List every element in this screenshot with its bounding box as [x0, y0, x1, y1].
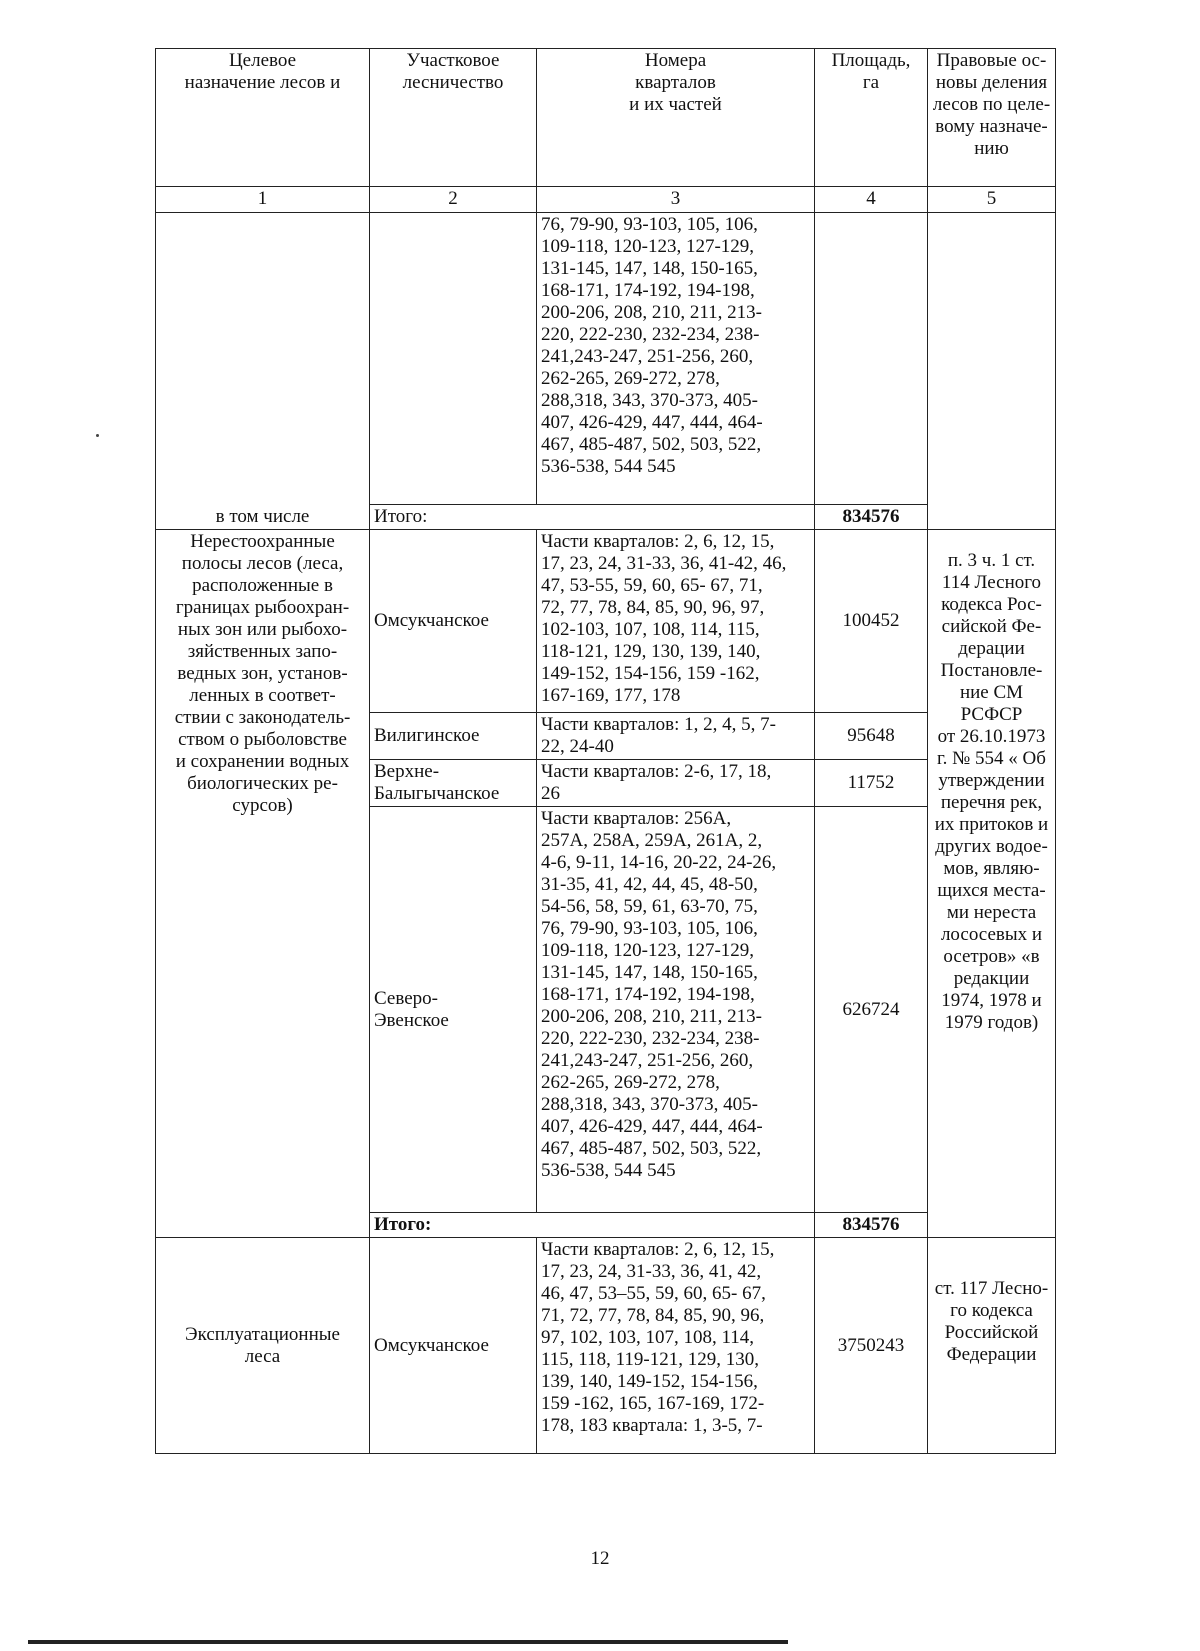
- section3-area: 3750243: [815, 1238, 928, 1454]
- section2-quarters: Части кварталов: 256А, 257А, 258А, 259А, 261А, 2, 4-6, 9-11, 14-16, 20-22, 24-26, 31-35, 41, 42, 44, 45, 48-50, 54-56, 58, 59, 61, 63-70, 75, 76, 79-90, 93-103, 105, 106, 109-118, 120-123, 127-129, 131-145, 147, 148, 150-165, 168-171, 174-192, 194-198, 200-206, 208, 210, 211, 213- 220, 222-230, 232-234, 238- 241,243-247, 251-256, 260, 262-265, 269-272, 278, 288,318, 343, 370-373, 405- 407, 426-429, 447, 444, 464- 467, 485-487, 502, 503, 522, 536-538, 544 545: [537, 807, 815, 1213]
- section1-total-value: 834576: [815, 505, 928, 530]
- section2-area: 11752: [815, 760, 928, 807]
- section2-purpose: Нерестоохранные полосы лесов (леса, расположенные в границах рыбоохран- ных зон или рыбохо- зяйственных запо- ведных зон, установ- ленных в соответ- ствии с законодатель- ством о рыболовстве и сохранении водных биологических ре- сурсов): [156, 530, 370, 1238]
- section2-forestry: Северо- Эвенское: [370, 807, 537, 1213]
- header-legal: Правовые ос- новы деления лесов по целе- вому назначе- нию: [928, 49, 1056, 187]
- header-forestry: Участковое лесничество: [370, 49, 537, 187]
- header-area: Площадь, га: [815, 49, 928, 187]
- header-purpose: Целевое назначение лесов и: [156, 49, 370, 187]
- section2-area: 95648: [815, 713, 928, 760]
- section2-forestry: Верхне- Балыгычанское: [370, 760, 537, 807]
- footer-rule: [28, 1640, 788, 1644]
- section2-quarters: Части кварталов: 2, 6, 12, 15, 17, 23, 24, 31-33, 36, 41-42, 46, 47, 53-55, 59, 60, 65- 67, 71, 72, 77, 78, 84, 85, 90, 96, 97, 102-103, 107, 108, 114, 115, 118-121, 129, 130, 139, 140, 149-152, 154-156, 159 -162, 167-169, 177, 178: [537, 530, 815, 713]
- section2-area: 100452: [815, 530, 928, 713]
- section2-forestry: Вилигинское: [370, 713, 537, 760]
- section3-quarters: Части кварталов: 2, 6, 12, 15, 17, 23, 24, 31-33, 36, 41, 42, 46, 47, 53–55, 59, 60, 65- 67, 71, 72, 77, 78, 84, 85, 90, 96, 97, 102, 103, 107, 108, 114, 115, 118, 119-121, 129, 130, 139, 140, 149-152, 154-156, 159 -162, 165, 167-169, 172- 178, 183 квартала: 1, 3-5, 7-: [537, 1238, 815, 1454]
- column-number-row: [156, 187, 1056, 213]
- column-number-3: 3: [537, 187, 815, 213]
- section2-legal: п. 3 ч. 1 ст. 114 Лесного кодекса Рос- сийской Фе- дерации Постановле- ние СМ РСФСР от 26.10.1973 г. № 554 « Об утверждении перечня рек, их притоков и других водое- мов, являю- щихся места- ми нереста лососевых и осетров» «в редакции 1974, 1978 и 1979 годов): [928, 530, 1056, 1238]
- header-quarters: Номера кварталов и их частей: [537, 49, 815, 187]
- section2-total-value: 834576: [815, 1213, 928, 1238]
- section2-forestry: Омсукчанское: [370, 530, 537, 713]
- section1-area-empty: [815, 213, 928, 505]
- section1-legal-empty: [928, 213, 1056, 530]
- section3-legal: ст. 117 Лесно- го кодекса Российской Федерации: [928, 1238, 1056, 1454]
- section2-quarters: Части кварталов: 2-6, 17, 18, 26: [537, 760, 815, 807]
- forest-table: [155, 48, 1056, 1454]
- section2-area: 626724: [815, 807, 928, 1213]
- section1-quarters: 76, 79-90, 93-103, 105, 106, 109-118, 120-123, 127-129, 131-145, 147, 148, 150-165, 168-171, 174-192, 194-198, 200-206, 208, 210, 211, 213- 220, 222-230, 232-234, 238- 241,243-247, 251-256, 260, 262-265, 269-272, 278, 288,318, 343, 370-373, 405- 407, 426-429, 447, 444, 464- 467, 485-487, 502, 503, 522, 536-538, 544 545: [537, 213, 815, 505]
- section3-purpose: Эксплуатационные леса: [156, 1238, 370, 1454]
- column-number-1: 1: [156, 187, 370, 213]
- scan-speck: [96, 434, 99, 437]
- column-number-2: 2: [370, 187, 537, 213]
- section1-total-label: Итого:: [370, 505, 815, 530]
- column-number-5: 5: [928, 187, 1056, 213]
- column-number-4: 4: [815, 187, 928, 213]
- section2-quarters: Части кварталов: 1, 2, 4, 5, 7- 22, 24-40: [537, 713, 815, 760]
- table-row: [156, 213, 1056, 505]
- table-row: [156, 530, 1056, 713]
- section2-total-label: Итого:: [370, 1213, 815, 1238]
- header-row: [156, 49, 1056, 187]
- table-row: [156, 1238, 1056, 1454]
- section1-forestry-empty: [370, 213, 537, 505]
- section1-label: в том числе: [156, 213, 370, 530]
- section3-forestry: Омсукчанское: [370, 1238, 537, 1454]
- page-number: 12: [590, 1548, 610, 1569]
